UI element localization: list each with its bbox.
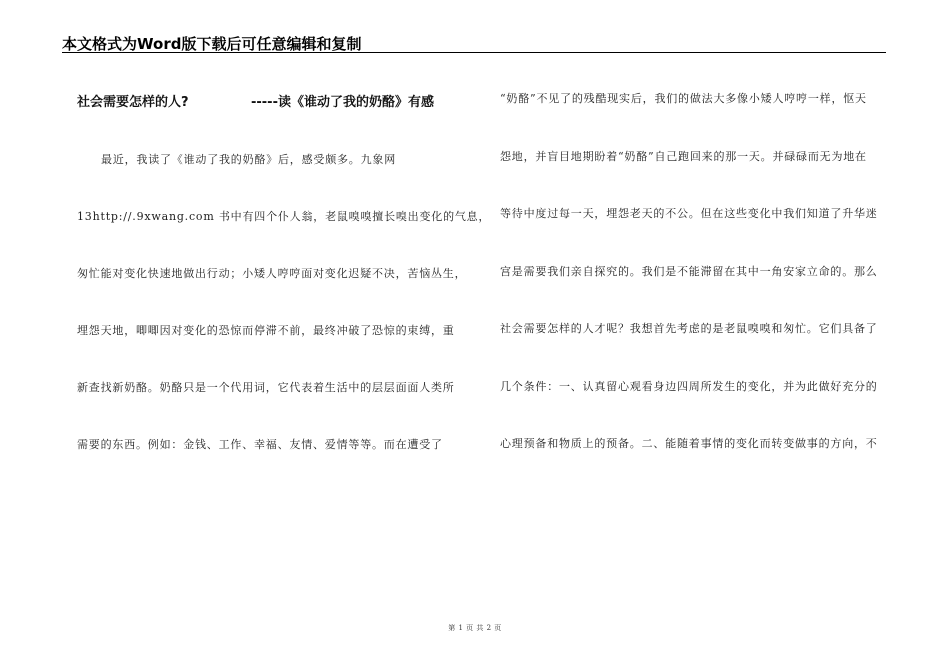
text-line: 心理预备和物质上的预备。二、能随着事情的变化而转变做事的方向，不 xyxy=(500,437,878,450)
text-line: 埋怨天地，唧唧因对变化的恐惊而停滞不前，最终冲破了恐惊的束缚，重 xyxy=(77,324,455,337)
text-line: 社会需要怎样的人才呢？我想首先考虑的是老鼠嗅嗅和匆忙。它们具备了 xyxy=(500,322,878,335)
text-line: “奶酪”不见了的残酷现实后，我们的做法大多像小矮人哼哼一样，怄天 xyxy=(500,92,867,105)
text-line: 新查找新奶酪。奶酪只是一个代用词，它代表着生活中的层层面面人类所 xyxy=(77,381,455,394)
article-subtitle: -----读《谁动了我的奶酪》有感 xyxy=(251,95,434,110)
right-text-column xyxy=(500,92,890,495)
text-line: 等待中度过每一天，埋怨老天的不公。但在这些变化中我们知道了升华迷 xyxy=(500,207,878,220)
text-line: 怨地，并盲目地期盼着“奶酪”自己跑回来的那一天。并碌碌而无为地在 xyxy=(500,149,867,163)
article-title: 社会需要怎样的人? xyxy=(77,95,189,110)
text-line: 匆忙能对变化快速地做出行动；小矮人哼哼面对变化迟疑不决，苦恼丛生， xyxy=(77,267,467,280)
text-line: 13http://.9xwang.com 书中有四个仆人翁，老鼠嗅嗅擅长嗅出变化的气息， xyxy=(77,210,491,223)
page-number-footer: 第 1 页 共 2 页 xyxy=(448,624,502,632)
left-text-column xyxy=(77,153,491,495)
text-line: 宫是需要我们亲自探究的。我们是不能滞留在其中一角安家立命的。那么 xyxy=(500,264,878,278)
header-divider xyxy=(62,52,886,53)
text-line: 需要的东西。例如：金钱、工作、幸福、友情、爱情等等。而在遭受了 xyxy=(77,438,443,451)
text-line: 几个条件：一、认真留心观看身边四周所发生的变化，并为此做好充分的 xyxy=(500,379,878,393)
document-header-title: 本文格式为Word版下载后可任意编辑和复制 xyxy=(62,35,362,53)
text-line: 最近，我读了《谁动了我的奶酪》后，感受颇多。九象网 xyxy=(101,153,396,166)
